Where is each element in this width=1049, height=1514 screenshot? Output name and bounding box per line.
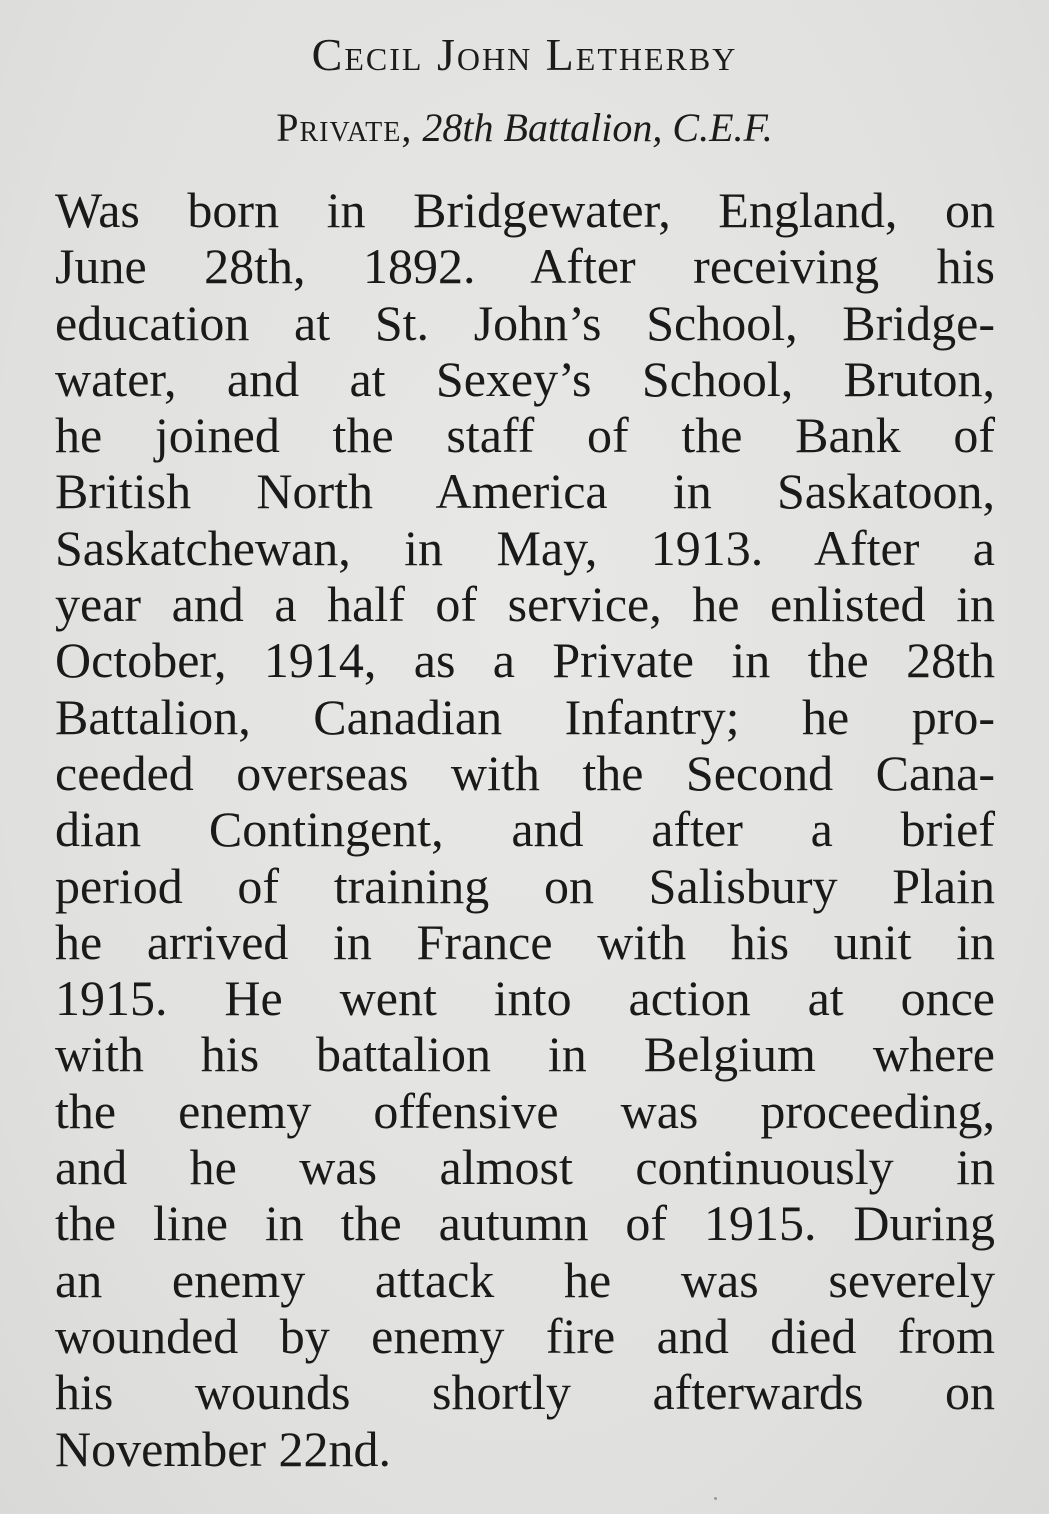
body-line: Saskatchewan, in May, 1913. After a [55, 519, 995, 576]
body-line: the line in the autumn of 1915. During [55, 1195, 995, 1252]
body-line: British North America in Saskatoon, [55, 463, 995, 520]
body-line: with his battalion in Belgium where [55, 1026, 995, 1083]
body-line: he joined the staff of the Bank of [55, 407, 995, 464]
body-line: education at St. John’s School, Bridge- [55, 294, 995, 351]
soldier-name-heading: Cecil John Letherby [311, 29, 738, 80]
body-line: 1915. He went into action at once [55, 970, 995, 1027]
rank-and-unit-subheading [0, 104, 1049, 151]
body-line: Was born in Bridgewater, England, on [55, 182, 995, 238]
body-line: dian Contingent, and after a brief [55, 801, 995, 858]
biography-paragraph [55, 182, 995, 1477]
paper-speck [714, 1497, 717, 1500]
body-line: Battalion, Canadian Infantry; he pro- [55, 688, 995, 745]
body-line: water, and at Sexey’s School, Bruton, [55, 350, 995, 407]
body-line: wounded by enemy fire and died from [55, 1307, 995, 1364]
body-line: November 22nd. [55, 1420, 392, 1477]
unit-label: 28th Battalion, C.E.F. [422, 105, 773, 150]
body-line: his wounds shortly afterwards on [55, 1364, 995, 1421]
body-line: year and a half of service, he enlisted in [55, 576, 995, 633]
body-line: the enemy offensive was proceeding, [55, 1082, 995, 1139]
body-line: an enemy attack he was severely [55, 1251, 995, 1308]
body-line: June 28th, 1892. After receiving his [55, 238, 995, 295]
body-line: period of training on Salisbury Plain [55, 857, 995, 914]
body-line: ceeded overseas with the Second Cana- [55, 744, 995, 801]
body-line: and he was almost continuously in [55, 1139, 995, 1196]
rank-label: Private, [276, 105, 413, 150]
body-line: he arrived in France with his unit in [55, 913, 995, 970]
body-line: October, 1914, as a Private in the 28th [55, 632, 995, 689]
